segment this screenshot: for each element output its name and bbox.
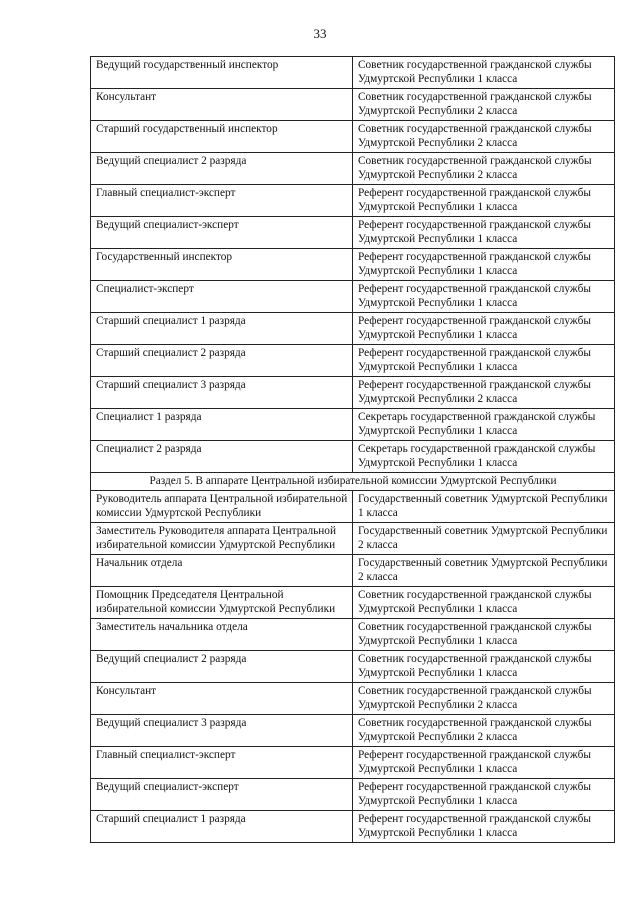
rank-cell: Государственный советник Удмуртской Республики 2 класса — [353, 523, 615, 555]
rank-cell: Советник государственной гражданской службы Удмуртской Республики 2 класса — [353, 89, 615, 121]
position-cell: Руководитель аппарата Центральной избирательной комиссии Удмуртской Республики — [91, 491, 353, 523]
position-cell: Консультант — [91, 89, 353, 121]
positions-table — [90, 56, 615, 843]
rank-cell: Советник государственной гражданской службы Удмуртской Республики 2 класса — [353, 153, 615, 185]
position-cell: Заместитель начальника отдела — [91, 619, 353, 651]
table-row — [91, 441, 615, 473]
rank-cell: Советник государственной гражданской службы Удмуртской Республики 1 класса — [353, 651, 615, 683]
table-row — [91, 345, 615, 377]
position-cell: Заместитель Руководителя аппарата Центральной избирательной комиссии Удмуртской Республики — [91, 523, 353, 555]
position-cell: Старший специалист 1 разряда — [91, 313, 353, 345]
table-row — [91, 747, 615, 779]
rank-cell: Референт государственной гражданской службы Удмуртской Республики 1 класса — [353, 281, 615, 313]
rank-cell: Советник государственной гражданской службы Удмуртской Республики 1 класса — [353, 619, 615, 651]
rank-cell: Референт государственной гражданской службы Удмуртской Республики 2 класса — [353, 377, 615, 409]
position-cell: Государственный инспектор — [91, 249, 353, 281]
table-row — [91, 281, 615, 313]
position-cell: Специалист 2 разряда — [91, 441, 353, 473]
table-row — [91, 491, 615, 523]
table-row — [91, 555, 615, 587]
position-cell: Ведущий государственный инспектор — [91, 57, 353, 89]
page-number: 33 — [313, 26, 327, 41]
table-row — [91, 185, 615, 217]
table-row — [91, 153, 615, 185]
section-heading: Раздел 5. В аппарате Центральной избирательной комиссии Удмуртской Республики — [91, 473, 615, 491]
rank-cell: Советник государственной гражданской службы Удмуртской Республики 2 класса — [353, 683, 615, 715]
rank-cell: Референт государственной гражданской службы Удмуртской Республики 1 класса — [353, 185, 615, 217]
rank-cell: Государственный советник Удмуртской Республики 2 класса — [353, 555, 615, 587]
position-cell: Ведущий специалист 2 разряда — [91, 651, 353, 683]
position-cell: Консультант — [91, 683, 353, 715]
table-row — [91, 619, 615, 651]
rank-cell: Советник государственной гражданской службы Удмуртской Республики 2 класса — [353, 121, 615, 153]
table-row — [91, 587, 615, 619]
position-cell: Специалист-эксперт — [91, 281, 353, 313]
table-row — [91, 715, 615, 747]
rank-cell: Референт государственной гражданской службы Удмуртской Республики 1 класса — [353, 811, 615, 843]
rank-cell: Советник государственной гражданской службы Удмуртской Республики 2 класса — [353, 715, 615, 747]
position-cell: Начальник отдела — [91, 555, 353, 587]
position-cell: Главный специалист-эксперт — [91, 747, 353, 779]
rank-cell: Государственный советник Удмуртской Республики 1 класса — [353, 491, 615, 523]
table-row — [91, 377, 615, 409]
table-row — [91, 217, 615, 249]
table-row — [91, 313, 615, 345]
table-row — [91, 651, 615, 683]
position-cell: Старший специалист 2 разряда — [91, 345, 353, 377]
table-row — [91, 57, 615, 89]
position-cell: Старший специалист 1 разряда — [91, 811, 353, 843]
rank-cell: Референт государственной гражданской службы Удмуртской Республики 1 класса — [353, 217, 615, 249]
rank-cell: Референт государственной гражданской службы Удмуртской Республики 1 класса — [353, 249, 615, 281]
rank-cell: Референт государственной гражданской службы Удмуртской Республики 1 класса — [353, 779, 615, 811]
table-row — [91, 779, 615, 811]
table-row — [91, 811, 615, 843]
table-body — [91, 57, 615, 843]
table-row — [91, 121, 615, 153]
table-row — [91, 409, 615, 441]
table-row — [91, 683, 615, 715]
position-cell: Ведущий специалист-эксперт — [91, 217, 353, 249]
rank-cell: Секретарь государственной гражданской службы Удмуртской Республики 1 класса — [353, 441, 615, 473]
position-cell: Главный специалист-эксперт — [91, 185, 353, 217]
position-cell: Старший государственный инспектор — [91, 121, 353, 153]
table-row — [91, 523, 615, 555]
section-heading-row — [91, 473, 615, 491]
position-cell: Ведущий специалист 2 разряда — [91, 153, 353, 185]
position-cell: Помощник Председателя Центральной избирательной комиссии Удмуртской Республики — [91, 587, 353, 619]
rank-cell: Советник государственной гражданской службы Удмуртской Республики 1 класса — [353, 57, 615, 89]
position-cell: Специалист 1 разряда — [91, 409, 353, 441]
position-cell: Ведущий специалист 3 разряда — [91, 715, 353, 747]
rank-cell: Советник государственной гражданской службы Удмуртской Республики 1 класса — [353, 587, 615, 619]
table-row — [91, 89, 615, 121]
rank-cell: Секретарь государственной гражданской службы Удмуртской Республики 1 класса — [353, 409, 615, 441]
rank-cell: Референт государственной гражданской службы Удмуртской Республики 1 класса — [353, 345, 615, 377]
position-cell: Старший специалист 3 разряда — [91, 377, 353, 409]
position-cell: Ведущий специалист-эксперт — [91, 779, 353, 811]
table-row — [91, 249, 615, 281]
rank-cell: Референт государственной гражданской службы Удмуртской Республики 1 класса — [353, 313, 615, 345]
rank-cell: Референт государственной гражданской службы Удмуртской Республики 1 класса — [353, 747, 615, 779]
